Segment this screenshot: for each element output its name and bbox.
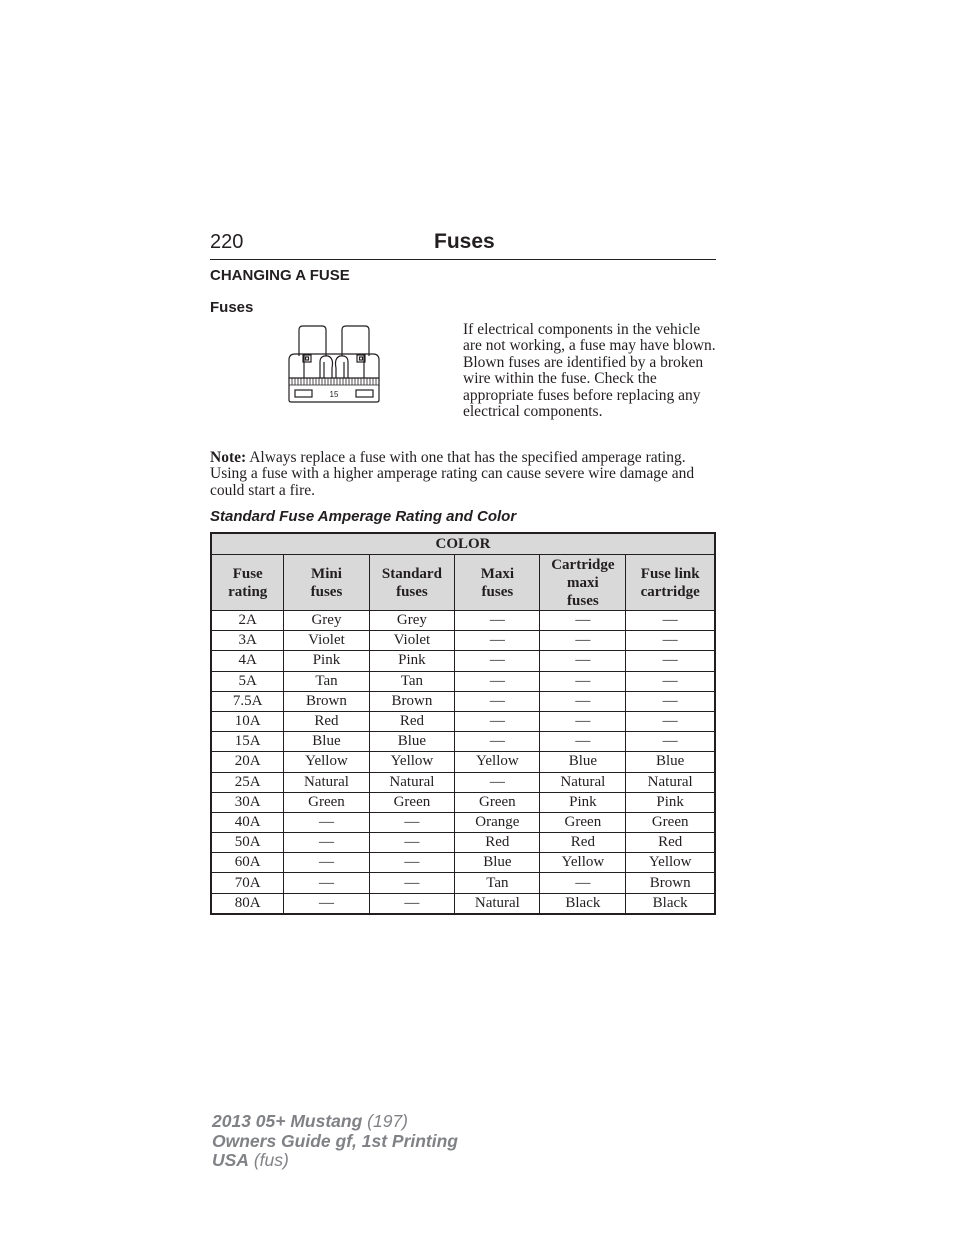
color-cell: Yellow — [369, 752, 455, 772]
color-cell: — — [540, 691, 626, 711]
color-cell: Green — [455, 792, 540, 812]
table-row — [211, 772, 715, 792]
color-cell: Pink — [369, 651, 455, 671]
color-cell: — — [540, 651, 626, 671]
color-cell: Natural — [455, 893, 540, 914]
column-header-line: Mini — [311, 565, 342, 582]
color-cell: — — [540, 611, 626, 631]
color-cell: — — [626, 651, 715, 671]
color-cell: Natural — [540, 772, 626, 792]
color-cell: Tan — [455, 873, 540, 893]
color-cell: Pink — [540, 792, 626, 812]
color-cell: — — [540, 631, 626, 651]
color-cell: Blue — [540, 752, 626, 772]
column-header — [626, 555, 715, 611]
column-header-row — [211, 555, 715, 611]
color-cell: Blue — [455, 853, 540, 873]
color-cell: Yellow — [626, 853, 715, 873]
color-cell: Red — [626, 833, 715, 853]
color-cell: Yellow — [284, 752, 369, 772]
color-cell: — — [284, 833, 369, 853]
note-label: Note: — [210, 449, 247, 466]
column-header — [284, 555, 369, 611]
color-cell: Violet — [369, 631, 455, 651]
color-cell: — — [626, 732, 715, 752]
color-cell: Natural — [284, 772, 369, 792]
column-header-line: Fuse link — [640, 565, 700, 582]
color-cell: Green — [540, 812, 626, 832]
color-cell: Grey — [369, 611, 455, 631]
color-cell: Black — [626, 893, 715, 914]
column-header — [211, 555, 284, 611]
color-cell: Red — [284, 711, 369, 731]
color-cell: — — [626, 631, 715, 651]
fuse-rating-cell: 2A — [211, 611, 284, 631]
fuse-rating-cell: 70A — [211, 873, 284, 893]
page-header — [210, 229, 716, 260]
fuse-amperage-label: 15 — [329, 390, 339, 399]
fuse-rating-cell: 30A — [211, 792, 284, 812]
note-paragraph — [210, 450, 720, 499]
fuse-rating-cell: 3A — [211, 631, 284, 651]
footer-guide: Owners Guide gf, 1st Printing — [212, 1130, 458, 1151]
color-cell: Orange — [455, 812, 540, 832]
column-header-line: fuses — [481, 583, 514, 600]
color-cell: Black — [540, 893, 626, 914]
color-cell: Brown — [626, 873, 715, 893]
column-header-line: maxi — [567, 574, 599, 591]
table-row — [211, 752, 715, 772]
column-header-line: Fuse — [232, 565, 263, 582]
table-row — [211, 792, 715, 812]
color-cell: Brown — [284, 691, 369, 711]
table-title: Standard Fuse Amperage Rating and Color — [210, 508, 517, 525]
page-footer — [212, 1112, 458, 1171]
fuse-rating-cell: 40A — [211, 812, 284, 832]
fuse-rating-cell: 60A — [211, 853, 284, 873]
color-cell: Yellow — [455, 752, 540, 772]
color-cell: — — [540, 873, 626, 893]
color-cell: — — [455, 651, 540, 671]
color-cell: Green — [626, 812, 715, 832]
column-header-line: Maxi — [480, 565, 515, 582]
table-row — [211, 711, 715, 731]
color-cell: Yellow — [540, 853, 626, 873]
color-cell: — — [540, 671, 626, 691]
table-row — [211, 611, 715, 631]
color-cell: — — [284, 893, 369, 914]
table-body — [211, 611, 715, 914]
footer-market-code: (fus) — [253, 1150, 289, 1170]
column-header-line: fuses — [396, 583, 428, 600]
color-cell: — — [369, 873, 455, 893]
color-cell: — — [455, 671, 540, 691]
table-row — [211, 833, 715, 853]
color-cell: — — [455, 631, 540, 651]
section-heading: CHANGING A FUSE — [210, 267, 350, 284]
color-cell: Pink — [626, 792, 715, 812]
color-cell: Blue — [626, 752, 715, 772]
fuse-rating-cell: 50A — [211, 833, 284, 853]
color-cell: — — [369, 893, 455, 914]
color-cell: — — [369, 853, 455, 873]
table-row — [211, 651, 715, 671]
footer-model: 2013 05+ Mustang — [212, 1111, 363, 1131]
color-cell: Violet — [284, 631, 369, 651]
color-cell: Blue — [369, 732, 455, 752]
table-row — [211, 732, 715, 752]
column-header-line: fuses — [310, 583, 343, 600]
color-cell: — — [455, 732, 540, 752]
fuse-rating-cell: 80A — [211, 893, 284, 914]
color-cell: — — [455, 772, 540, 792]
mini-fuse-illustration — [284, 322, 384, 406]
column-header — [455, 555, 540, 611]
footer-market: USA — [212, 1150, 249, 1170]
color-cell: — — [540, 732, 626, 752]
color-cell: — — [284, 812, 369, 832]
color-cell: — — [369, 812, 455, 832]
color-cell: — — [284, 853, 369, 873]
table-row — [211, 671, 715, 691]
color-cell: Grey — [284, 611, 369, 631]
column-header-line: cartridge — [640, 583, 700, 600]
color-cell: Green — [369, 792, 455, 812]
color-cell: Natural — [626, 772, 715, 792]
fuse-rating-cell: 20A — [211, 752, 284, 772]
table-row — [211, 853, 715, 873]
table-row — [211, 812, 715, 832]
fuse-rating-cell: 15A — [211, 732, 284, 752]
color-cell: Blue — [284, 732, 369, 752]
column-header-line: fuses — [567, 592, 599, 609]
intro-paragraph: If electrical components in the vehicle are not working, a fuse may have blown. Blown fuses are identified by a broken wire within the fuse. Check the appropriate fuses before replacing any electrical components. — [463, 321, 716, 421]
color-cell: Tan — [369, 671, 455, 691]
column-header-line: Standard — [381, 565, 442, 582]
column-header-line: Cartridge — [551, 556, 615, 573]
fuse-rating-cell: 5A — [211, 671, 284, 691]
color-cell: — — [626, 611, 715, 631]
color-cell: — — [455, 711, 540, 731]
column-header-line: rating — [228, 583, 268, 600]
color-group-header: COLOR — [211, 533, 715, 555]
color-cell: Natural — [369, 772, 455, 792]
fuse-rating-cell: 7.5A — [211, 691, 284, 711]
column-header — [369, 555, 455, 611]
fuse-rating-cell: 4A — [211, 651, 284, 671]
note-text: Always replace a fuse with one that has the specified amperage rating. Using a fuse with a higher amperage rating can cause severe wire damage and could start a fire. — [210, 449, 695, 499]
page-title: Fuses — [434, 230, 495, 253]
color-cell: Pink — [284, 651, 369, 671]
color-cell: — — [284, 873, 369, 893]
color-cell: Red — [540, 833, 626, 853]
color-cell: — — [455, 611, 540, 631]
color-cell: Tan — [284, 671, 369, 691]
table-row — [211, 893, 715, 914]
color-cell: — — [626, 711, 715, 731]
color-cell: — — [455, 691, 540, 711]
sub-heading: Fuses — [210, 299, 254, 316]
table-row — [211, 631, 715, 651]
color-cell: Green — [284, 792, 369, 812]
color-cell: Brown — [369, 691, 455, 711]
fuse-rating-cell: 10A — [211, 711, 284, 731]
color-cell: Red — [369, 711, 455, 731]
page-number: 220 — [210, 231, 244, 253]
fuse-rating-cell: 25A — [211, 772, 284, 792]
table-row — [211, 691, 715, 711]
color-cell: — — [540, 711, 626, 731]
table-row — [211, 873, 715, 893]
color-cell: — — [626, 691, 715, 711]
color-cell: — — [626, 671, 715, 691]
column-header — [540, 555, 626, 611]
fuse-color-table — [210, 532, 716, 915]
footer-model-code: (197) — [367, 1111, 409, 1131]
color-cell: Red — [455, 833, 540, 853]
color-cell: — — [369, 833, 455, 853]
